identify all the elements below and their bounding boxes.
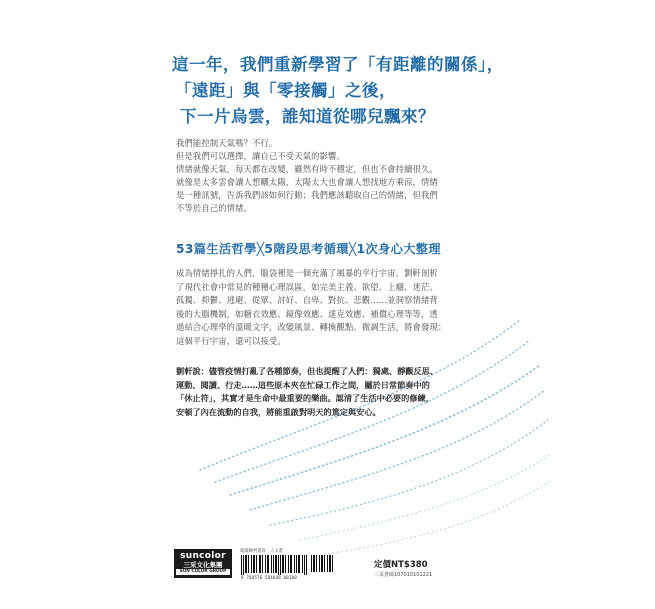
intro-line: 情緒就像天氣，每天都在改變，雖然有時不穩定，但也不會持續很久。	[176, 164, 438, 174]
quote-line: 運動、閱讀、行走……這些原本夾在忙碌工作之間，屬於日常節奏中的	[176, 379, 430, 390]
quote-paragraph	[176, 365, 496, 419]
quote-line: 安頓了內在流動的自我，將能重啟對明天的篤定與安心。	[176, 406, 381, 417]
intro-line: 是一種訊號，告訴我們該如何行動；我們應該聽取自己的情緒，但我們	[176, 190, 438, 200]
publisher-logo	[174, 549, 232, 578]
feature-subhead: 53篇生活哲學╳5階段思考循環╳1次身心大整理	[176, 242, 441, 256]
body-paragraph	[176, 267, 496, 348]
body-line: 過結合心理學的溫暖文字，改變風景、轉換觀點、微調生活，將會發現：	[176, 322, 447, 332]
shelf-category: 建議陳列書區：人文書	[240, 549, 283, 554]
intro-line: 但是我們可以選擇，讓自己不受天氣的影響。	[176, 151, 345, 161]
book-code: 三采書碼107010101221	[374, 572, 433, 578]
quote-line: 劉軒說：儘管疫情打亂了各種節奏，但也提醒了人們：獨處、靜觀反思、	[176, 366, 439, 376]
body-line: 了現代社會中常見的種種心理誤區，如完美主義、欲望、上癮、迷茫、	[176, 281, 438, 292]
barcode-block	[240, 548, 336, 582]
publisher-name-zh: 三采文化集團	[183, 561, 223, 569]
intro-line: 我們能控制天氣嗎？不行。	[176, 138, 278, 148]
body-line: 孤獨、抑鬱、逃避、從眾、討好、自卑、對抗、悲觀……並洞察情緒背	[176, 295, 438, 305]
intro-line: 就像是太多雲會讓人想曬太陽，太陽太大也會讓人想找地方乘涼，情緒	[176, 177, 438, 187]
body-line: 這個平行宇宙，還可以接受。	[176, 335, 286, 346]
barcode-icon	[240, 555, 336, 575]
isbn-number: 9 789576 584848 00380	[241, 575, 297, 580]
price-label: 定價NT$380	[374, 560, 428, 570]
body-line: 後的大腦機制，如糖衣效應、鏡像效應、達克效應、補償心理等等，透	[176, 308, 438, 319]
body-line: 成為情緒掙扎的人們，腦袋裡是一個充滿了風暴的平行宇宙，劉軒剖析	[176, 268, 438, 278]
headline-line-2: 「遠距」與「零接觸」之後，	[175, 81, 396, 100]
publisher-group: SUN COLOR GROUP	[176, 569, 230, 575]
headline	[172, 52, 502, 130]
intro-paragraph	[176, 137, 496, 215]
headline-line-1: 這一年，我們重新學習了「有距離的關係」，	[172, 55, 504, 74]
intro-line: 不等於自己的情緒。	[176, 203, 253, 213]
headline-line-3: 下一片烏雲，誰知道從哪兒飄來？	[180, 107, 435, 126]
quote-line: 「休止符」，其實才是生命中最重要的樂曲。認清了生活中必要的修練，	[176, 393, 434, 403]
publisher-name-en: suncolor	[180, 551, 226, 561]
